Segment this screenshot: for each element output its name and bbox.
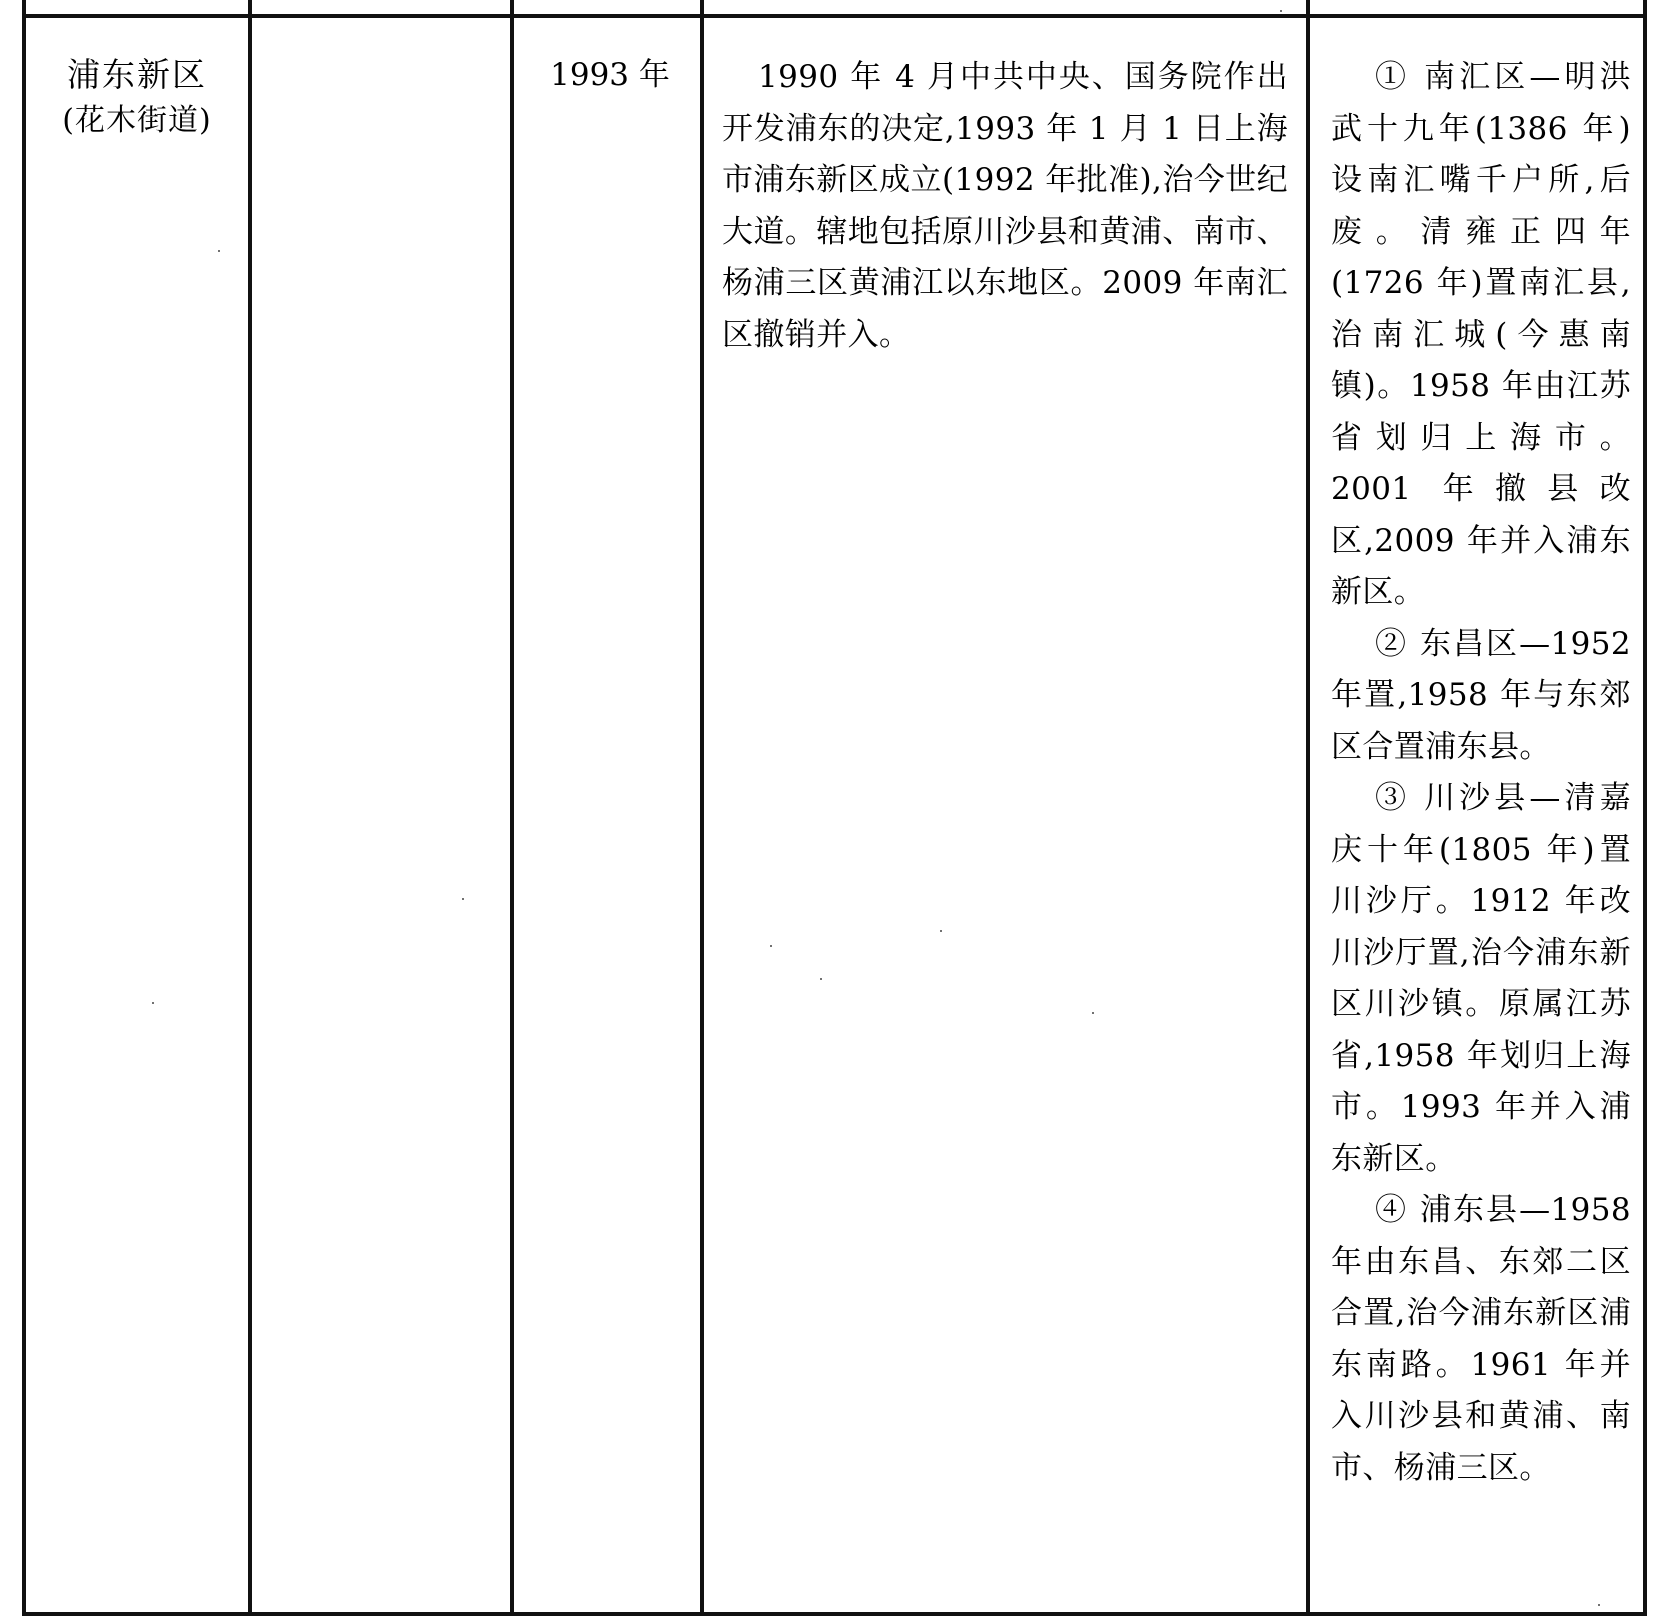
scan-speck xyxy=(462,898,464,900)
scan-speck xyxy=(152,1002,154,1004)
district-name: 浦东新区 xyxy=(67,55,207,94)
scan-speck xyxy=(218,250,220,252)
note-item: ① 南汇区—明洪武十九年(1386 年)设南汇嘴千户所,后废。清雍正四年(1726 年)置南汇县,治南汇城(今惠南镇)。1958 年由江苏省划归上海市。2001 年撤县改区,2009 年并入浦东新区。 xyxy=(1331,59,1631,610)
column-rule xyxy=(1643,0,1647,1616)
scan-speck xyxy=(1092,1012,1094,1014)
column-rule xyxy=(1306,0,1310,1616)
scan-speck xyxy=(940,930,942,932)
scan-speck xyxy=(820,978,822,980)
district-seat: (花木街道) xyxy=(62,103,212,138)
history-text: 1990 年 4 月中共中央、国务院作出开发浦东的决定,1993 年 1 月 1 日上海市浦东新区成立(1992 年批准),治今世纪大道。辖地包括原川沙县和黄浦、南市、杨浦三区黄浦江以东地区。2009 年南汇区撤销并入。 xyxy=(722,59,1288,353)
row-rule-bottom xyxy=(22,1612,1647,1616)
column-rule xyxy=(22,0,26,1616)
column-rule xyxy=(700,0,704,1616)
row-rule-top xyxy=(22,14,1647,18)
note-item: ③ 川沙县—清嘉庆十年(1805 年)置川沙厅。1912 年改川沙厅置,治今浦东新区川沙镇。原属江苏省,1958 年划归上海市。1993 年并入浦东新区。 xyxy=(1331,780,1631,1177)
note-item: ② 东昌区—1952 年置,1958 年与东郊区合置浦东县。 xyxy=(1331,625,1631,765)
district-name-cell xyxy=(26,52,248,144)
established-year: 1993 年 xyxy=(550,57,670,93)
note-item: ④ 浦东县—1958 年由东昌、东郊二区合置,治今浦东新区浦东南路。1961 年并入川沙县和黄浦、南市、杨浦三区。 xyxy=(1331,1192,1631,1486)
column-rule xyxy=(510,0,514,1616)
notes-cell xyxy=(1331,52,1631,1494)
scan-speck xyxy=(1280,10,1282,12)
scan-speck xyxy=(1598,1604,1600,1606)
established-year-cell xyxy=(520,52,700,98)
history-cell xyxy=(722,52,1288,361)
scan-speck xyxy=(770,945,772,947)
column-rule xyxy=(248,0,252,1616)
